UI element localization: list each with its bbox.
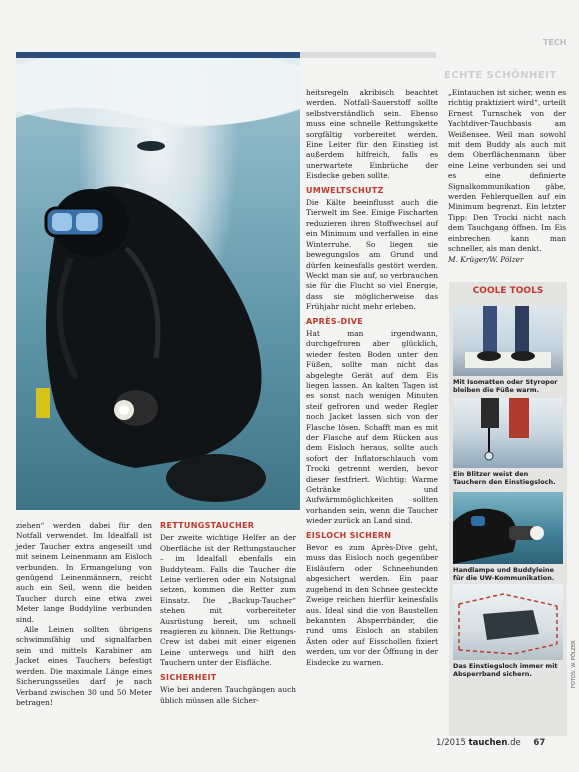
paragraph: ziehen“ werden dabei für den Notfall verwendet. Im Idealfall ist jeder Taucher extra angeseilt und mit seinem Leinenmann am Eisloch verbunden. In Ermangelung von genügend Leinenmännern, reicht auch ein Seil, wenn die beiden Taucher durch eine etwa zwei Meter lange Buddyline verbunden sind.: [16, 521, 152, 624]
tool-caption: Ein Blitzer weist den Tauchern den Einstiegsloch.: [453, 470, 556, 487]
article-column-4: [448, 88, 566, 265]
paragraph: Bevor es zum Après-Dive geht, muss das Eisloch noch gegenüber Eisläufern oder Schneehunden abgesichert werden. Ein paar zugehend in den Schnee gesteckte Zweige reichen hierfür keinesfalls aus. Ideal sind die von Baustellen bekannten Absperrbänder, die rund ums Eisloch an stabilen Ästen oder auf Eisschollen fixiert werden, um vor der Öffnung in der Eisdecke zu warnen.: [306, 543, 438, 667]
section-title: ECHTE SCHÖNHEIT: [444, 70, 557, 81]
article-column-3: [306, 88, 438, 668]
article-column-2: [160, 521, 296, 706]
magazine-domain: .de: [507, 738, 521, 748]
subheading-rettungstaucher: RETTUNGSTAUCHER: [160, 521, 255, 530]
section-tag: TECH: [543, 38, 567, 47]
paragraph: „Eintauchen ist sicher, wenn es richtig praktiziert wird“, urteilt Ernest Turnschek von der Yachtdiver-Tauchbasis am Weißensee. Weil man sowohl mit dem Buddy als auch mit dem Oberflächenmann über eine Leine verbunden sei und es eine definierte Signalkommunikation gäbe, werden Fehlerquellen auf ein Minimum begrenzt. Ein letzter Tipp: Den Trocki nicht nach dem Tauchgang öffnen. Im Eis einbrechen kann man schneller, als man denkt.: [448, 88, 566, 254]
cool-tools-title: COOLE TOOLS: [472, 286, 544, 296]
boots-on-mat-illustration: [453, 306, 563, 376]
tool-caption: Mit Isomatten oder Styropor bleiben die Füße warm.: [453, 378, 558, 395]
article-column-1: [16, 521, 152, 708]
paragraph: Der zweite wichtige Helfer an der Oberfläche ist der Rettungstaucher – im Idealfall ebenfalls ein Buddyteam. Falls die Taucher die Leine verlieren oder ein Notsignal setzen, kommen die Retter zum Einsatz. Die „Backup-Taucher“ stehen mit vorbereiteter Ausrüstung bereit, um schnell reagieren zu können. Die Rettungs-Crew ist dabei mit einer eigenen Leine unterwegs und hilft den Tauchern unter der Eisfläche.: [160, 533, 296, 668]
magazine-name: tauchen: [468, 738, 508, 748]
subheading-apres-dive: APRÈS-DIVE: [306, 316, 364, 326]
subheading-umweltschutz: UMWELTSCHUTZ: [306, 185, 384, 195]
header-bar-light: [300, 52, 436, 58]
tool-caption: Handlampe und Buddyleine für die UW-Kommunikation.: [453, 566, 555, 583]
photo-credit: FOTOS: W. PÖLZER: [571, 640, 577, 688]
paragraph: Hat man irgendwann, durchgefroren aber glücklich, wieder festen Boden unter den Füßen, sollte man nicht das abgelegte Gerät auf dem Eis liegen lassen. An kalten Tagen ist es sonst nach wenigen Minuten steif gefroren und weder Regler noch Jacket lassen sich von der Flasche lösen. Schafft man es mit der Flasche auf dem Rücken aus dem Eisloch heraus, sollte auch sofort der Inflatorschlauch vom Trocki getrennt werden, bevor dieser festfriert. Wichtig: Warme Getränke und Aufwärmmöglichkeiten sollten vorhanden sein, wenn die Taucher wieder zurück an Land sind.: [306, 328, 438, 526]
tool-photo-absperrband: [453, 584, 563, 660]
author-signature: M. Krüger/W. Pölzer: [448, 254, 524, 264]
diver-lamp-illustration: [453, 492, 563, 564]
subheading-sicherheit: SICHERHEIT: [160, 672, 217, 682]
subheading-eisloch-sichern: EISLOCH SICHERN: [306, 530, 392, 540]
page-number: 67: [533, 738, 546, 748]
ice-hole-tape-illustration: [453, 584, 563, 660]
tool-caption: Das Einstiegsloch immer mit Absperrband sichern.: [453, 662, 558, 679]
paragraph: Wie bei anderen Tauchgängen auch üblich müssen alle Sicher-: [160, 685, 296, 705]
page-footer: [436, 738, 545, 748]
ice-diver-illustration: [16, 58, 300, 510]
strobe-illustration: [453, 398, 563, 468]
tool-photo-blitzer: [453, 398, 563, 468]
cool-tools-box: [449, 282, 567, 736]
paragraph: heitsregeln akribisch beachtet werden. Notfall-Sauerstoff sollte selbstverständlich sein. Ebenso muss eine schnelle Rettungskette sorgfältig vorbereitet werden. Eine Leiter für den Einstieg ist außerdem hilfreich, falls es unerwartete Einbrüche der Eisdecke geben sollte.: [306, 88, 438, 181]
tool-photo-isomatten: [453, 306, 563, 376]
ice-diver-photo: [16, 58, 300, 510]
tool-photo-handlampe: [453, 492, 563, 564]
paragraph: Die Kälte beeinflusst auch die Tierwelt im See. Einige Fischarten reduzieren ihren Stoffwechsel auf ein Minimum und verfallen in eine Winterruhe. So liegen sie bewegungslos am Grund und dürfen keinesfalls gestört werden. Weckt man sie auf, so verbrauchen sie für die Flucht so viel Energie, dass sie möglicherweise das Frühjahr nicht mehr erleben.: [306, 198, 438, 312]
paragraph: Alle Leinen sollten übrigens schwimmfähig und signalfarben sein und mittels Karabiner am Jacket eines Tauchers befestigt werden. Die maximale Länge eines Sicherungsseiles darf je nach Verband zwischen 30 und 50 Meter betragen!: [16, 625, 152, 707]
issue-number: 1/2015: [436, 738, 466, 748]
